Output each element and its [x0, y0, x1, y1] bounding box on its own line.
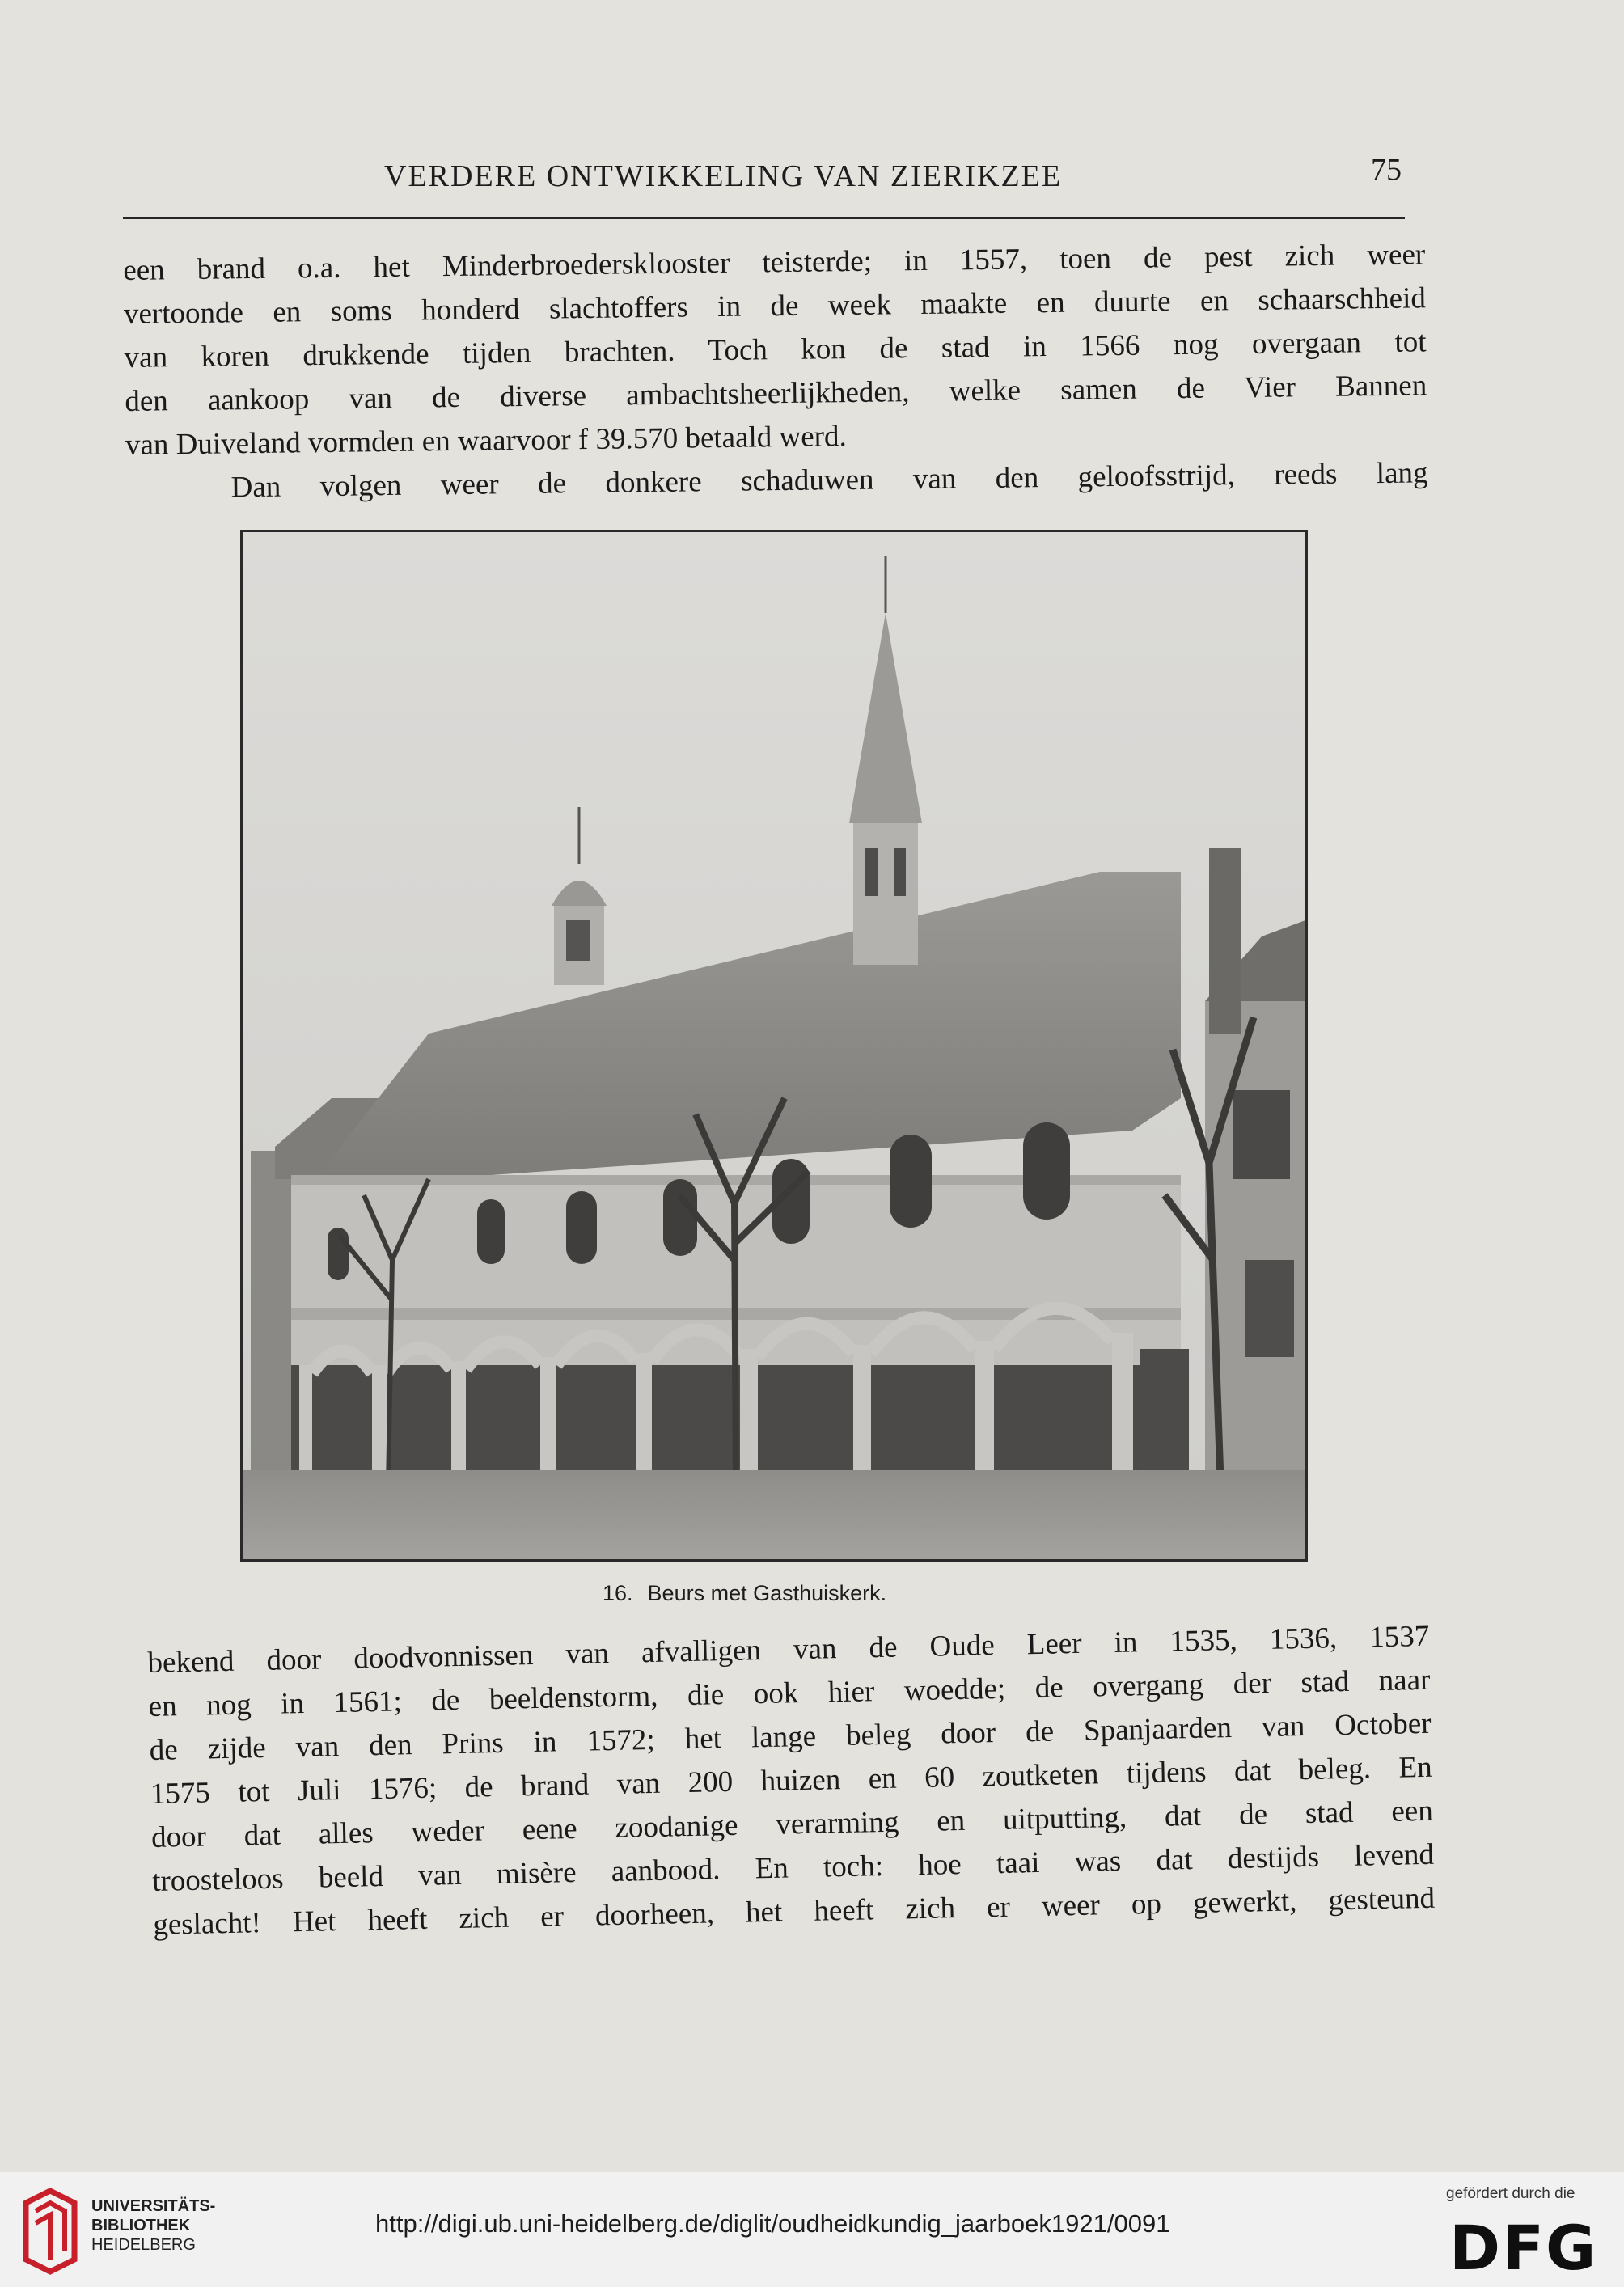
text-line: bekend door doodvonnissen van afvalligen van de Oude Leer in 1535, 1536, 1537: [147, 1619, 1430, 1680]
window-icon: [890, 1135, 932, 1228]
photo-plate: [240, 530, 1308, 1562]
library-name-line: UNIVERSITÄTS-: [91, 2197, 216, 2215]
text-line: 1575 tot Juli 1576; de brand van 200 huizen en 60 zoutketen tijdens dat beleg. En: [150, 1750, 1433, 1811]
window-icon: [1233, 1090, 1290, 1179]
header-rule: [123, 217, 1405, 219]
window-icon: [477, 1199, 505, 1264]
dfg-logo-icon[interactable]: DFG: [1449, 2212, 1598, 2284]
arcade-column: [299, 1365, 312, 1486]
text-line: vertoonde en soms honderd slachtoffers in de week maakte en duurte en schaarschheid: [123, 281, 1427, 331]
funding-note: gefördert durch die: [1446, 2185, 1575, 2202]
window-icon: [663, 1179, 697, 1256]
window-icon: [1023, 1122, 1070, 1220]
arcade-column: [636, 1353, 652, 1486]
arcade-column: [975, 1341, 994, 1486]
window-icon: [1245, 1260, 1294, 1357]
running-title: VERDERE ONTWIKKELING VAN ZIERIKZEE: [384, 159, 1063, 193]
body-text-top: [123, 233, 1428, 511]
text-line: een brand o.a. het Minderbroedersklooster teisterde; in 1557, toen de pest zich weer: [123, 238, 1426, 287]
arcade-column: [540, 1357, 556, 1486]
arcade-column: [372, 1365, 387, 1486]
text-line: den aankoop van de diverse ambachtsheerlijkheden, welke samen de Vier Bannen: [125, 369, 1427, 418]
text-line: troosteloos beeld van misère aanbood. En toch: hoe taai was dat destijds levend: [151, 1837, 1435, 1898]
body-text-bottom: [147, 1615, 1436, 1947]
figure-number: 16.: [603, 1581, 633, 1605]
side-door: [1140, 1349, 1189, 1486]
text-line: geslacht! Het heeft zich er doorheen, het heeft zich er weer op gewerkt, gesteund: [152, 1881, 1436, 1942]
figure-caption: [603, 1581, 886, 1606]
window-icon: [328, 1228, 349, 1280]
chimney: [1209, 848, 1241, 1034]
text-line: van koren drukkende tijden brachten. Toch kon de stad in 1566 nog overgaan tot: [124, 325, 1427, 374]
library-name-line: BIBLIOTHEK: [91, 2217, 191, 2234]
library-name: [91, 2196, 215, 2255]
window-icon: [566, 1191, 597, 1264]
belfry-opening: [894, 848, 906, 896]
digitization-footer: [0, 2172, 1624, 2287]
church-photograph: [243, 532, 1305, 1559]
figure-caption-text: Beurs met Gasthuiskerk.: [647, 1581, 887, 1605]
permalink-url[interactable]: http://digi.ub.uni-heidelberg.de/diglit/oudheidkundig_jaarboek1921/0091: [375, 2209, 1170, 2238]
text-line: de zijde van den Prins in 1572; het lange beleg door de Spanjaarden van October: [149, 1706, 1432, 1767]
belfry-opening: [865, 848, 878, 896]
spire-tower: [853, 819, 918, 965]
library-name-line: HEIDELBERG: [91, 2236, 196, 2254]
text-line: door dat alles weder eene zoodanige verarming en uitputting, dat de stad een: [150, 1794, 1434, 1854]
text-line: van Duiveland vormden en waarvoor f 39.570 betaald werd.: [125, 420, 847, 462]
cupola-opening: [566, 920, 590, 961]
text-line: en nog in 1561; de beeldenstorm, die ook hier woedde; de overgang der stad naar: [148, 1663, 1431, 1723]
arcade-column: [740, 1349, 758, 1486]
page-number: 75: [1371, 153, 1402, 187]
arcade-column: [1112, 1333, 1133, 1486]
arcade-column: [853, 1345, 871, 1486]
text-line: Dan volgen weer de donkere schaduwen van den geloofsstrijd, reeds lang: [230, 456, 1428, 505]
arcade-column: [451, 1361, 466, 1486]
university-library-logo-icon[interactable]: [18, 2187, 82, 2279]
town-square: [243, 1470, 1305, 1559]
